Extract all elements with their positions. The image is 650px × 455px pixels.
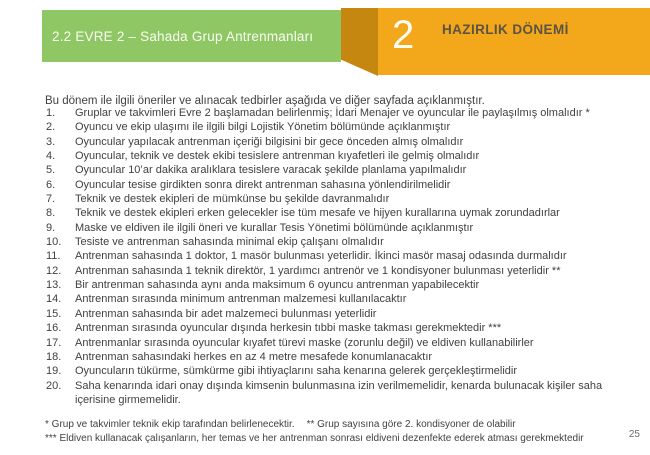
list-item-number: 5. [46, 164, 56, 177]
list-item [46, 278, 630, 292]
list-item [46, 321, 630, 335]
phase-number: 2 [392, 13, 415, 57]
list-item [46, 292, 630, 306]
footnote-triple-asterisk: *** Eldiven kullanacak çalışanların, her temas ve her antrenman sonrası eldiveni dezenfekte ederek atması gerekmektedir [45, 433, 584, 444]
list-item [46, 163, 630, 177]
list-item-number: 19. [46, 365, 62, 378]
list-item [46, 307, 630, 321]
footnote-line-1 [45, 418, 620, 432]
list-item-number: 11. [46, 250, 61, 263]
list-item-text: Antrenman sahasındaki herkes en az 4 metre mesafede konumlanacaktır [75, 350, 433, 363]
list-item-text: Oyuncular, teknik ve destek ekibi tesislere antrenman kıyafetleri ile gelmiş olmalıdır [75, 150, 480, 163]
list-item-number: 4. [46, 150, 56, 163]
list-item [46, 249, 630, 263]
list-item-number: 7. [46, 193, 56, 206]
list-item [46, 235, 630, 249]
list-item-text: Tesiste ve antrenman sahasında minimal ekip çalışanı olmalıdır [75, 236, 384, 249]
list-item-text: Maske ve eldiven ile ilgili öneri ve kurallar Tesis Yönetimi bölümünde açıklanmıştır [75, 221, 474, 234]
list-item-number: 13. [46, 279, 62, 292]
list-item-text: Antrenman sahasında bir adet malzemeci bulunması yeterlidir [75, 307, 377, 320]
list-item-number: 2. [46, 121, 56, 134]
list-item-text: Teknik ve destek ekipleri erken gelecekler ise tüm mesafe ve hijyen kurallarına uymak zorundadırlar [75, 207, 560, 220]
list-item-text: Oyuncuların tükürme, sümkürme gibi ihtiyaçlarını saha kenarına gelerek gerçekleştirmelidir [75, 365, 518, 378]
list-item [46, 336, 630, 350]
list-item-number: 20. [46, 379, 62, 392]
list-item [46, 350, 630, 364]
list-item-text: Oyuncu ve ekip ulaşımı ile ilgili bilgi Lojistik Yönetim bölümünde açıklanmıştır [75, 121, 451, 134]
list-item [46, 221, 630, 235]
list-item-text: Antrenman sırasında minimum antrenman malzemesi kullanılacaktır [75, 293, 407, 306]
list-item-text: Bir antrenman sahasında aynı anda maksimum 6 oyuncu antrenman yapabilecektir [75, 279, 480, 292]
list-item-number: 1. [46, 107, 56, 119]
list-item [46, 135, 630, 149]
list-item [46, 178, 630, 192]
phase-title: HAZIRLIK DÖNEMİ [442, 22, 569, 37]
list-item-number: 10. [46, 236, 62, 249]
page-number: 25 [628, 429, 640, 440]
list-item [46, 379, 630, 408]
list-item-number: 8. [46, 207, 56, 220]
list-item-text: Teknik ve destek ekipleri de mümkünse bu şekilde davranmalıdır [75, 193, 390, 206]
list-item-number: 3. [46, 135, 56, 148]
list-item-text: Antrenman sahasında 1 doktor, 1 masör bulunması yeterlidir. İkinci masör masaj odasında durmalıdır [75, 250, 567, 263]
list-item-number: 15. [46, 307, 62, 320]
list-item-text: Oyuncular 10’ar dakika aralıklara tesislere varacak şekilde planlama yapılmalıdır [75, 164, 467, 177]
list-item-text: Gruplar ve takvimleri Evre 2 başlamadan belirlenmiş; İdari Menajer ve oyuncular ile paylaşılmış olmalıdır * [75, 107, 590, 119]
footnotes [45, 418, 620, 446]
footnote-line-2 [45, 432, 620, 446]
phase-banner [378, 8, 650, 75]
list-item [46, 264, 630, 278]
list-item [46, 206, 630, 220]
list-item [46, 106, 630, 120]
list-item [46, 120, 630, 134]
list-item-number: 17. [46, 336, 62, 349]
list-item-text: Saha kenarında idari onay dışında kimsenin bulunmasına izin verilmemelidir, kenarda bulunacak kişiler saha içerisine girmemelidir. [75, 379, 603, 406]
banner-fold-shape [341, 8, 378, 76]
list-item-number: 16. [46, 322, 62, 335]
list-item-number: 12. [46, 264, 62, 277]
list-item [46, 192, 630, 206]
list-item-text: Antrenmanlar sırasında oyuncular kıyafet türevi maske (zorunlu değil) ve eldiven kullanabilirler [75, 336, 534, 349]
list-item-number: 9. [46, 221, 56, 234]
recommendations-list [46, 106, 630, 407]
list-item-text: Antrenman sahasında 1 teknik direktör, 1 yardımcı antrenör ve 1 kondisyoner bulunması yeterlidir ** [75, 264, 561, 277]
list-item-text: Oyuncular yapılacak antrenman içeriği bilgisini bir gece önceden almış olmalıdır [75, 135, 464, 148]
list-item-text: Antrenman sırasında oyuncular dışında herkesin tıbbi maske takması gerekmektedir *** [75, 322, 502, 335]
section-banner [42, 10, 341, 62]
list-item [46, 364, 630, 378]
list-item-number: 14. [46, 293, 62, 306]
list-item-text: Oyuncular tesise girdikten sonra direkt antrenman sahasına yönlendirilmelidir [75, 178, 451, 191]
list-item [46, 149, 630, 163]
footnote-single-asterisk: * Grup ve takvimler teknik ekip tarafından belirlenecektir. [45, 419, 295, 430]
list-item-number: 6. [46, 178, 56, 191]
section-title: 2.2 EVRE 2 – Sahada Grup Antrenmanları [52, 28, 314, 44]
footnote-double-asterisk: ** Grup sayısına göre 2. kondisyoner de olabilir [306, 419, 516, 430]
list-item-number: 18. [46, 350, 62, 363]
intro-paragraph: Bu dönem ile ilgili öneriler ve alınacak tedbirler aşağıda ve diğer sayfada açıklanmıştır. [45, 94, 485, 107]
